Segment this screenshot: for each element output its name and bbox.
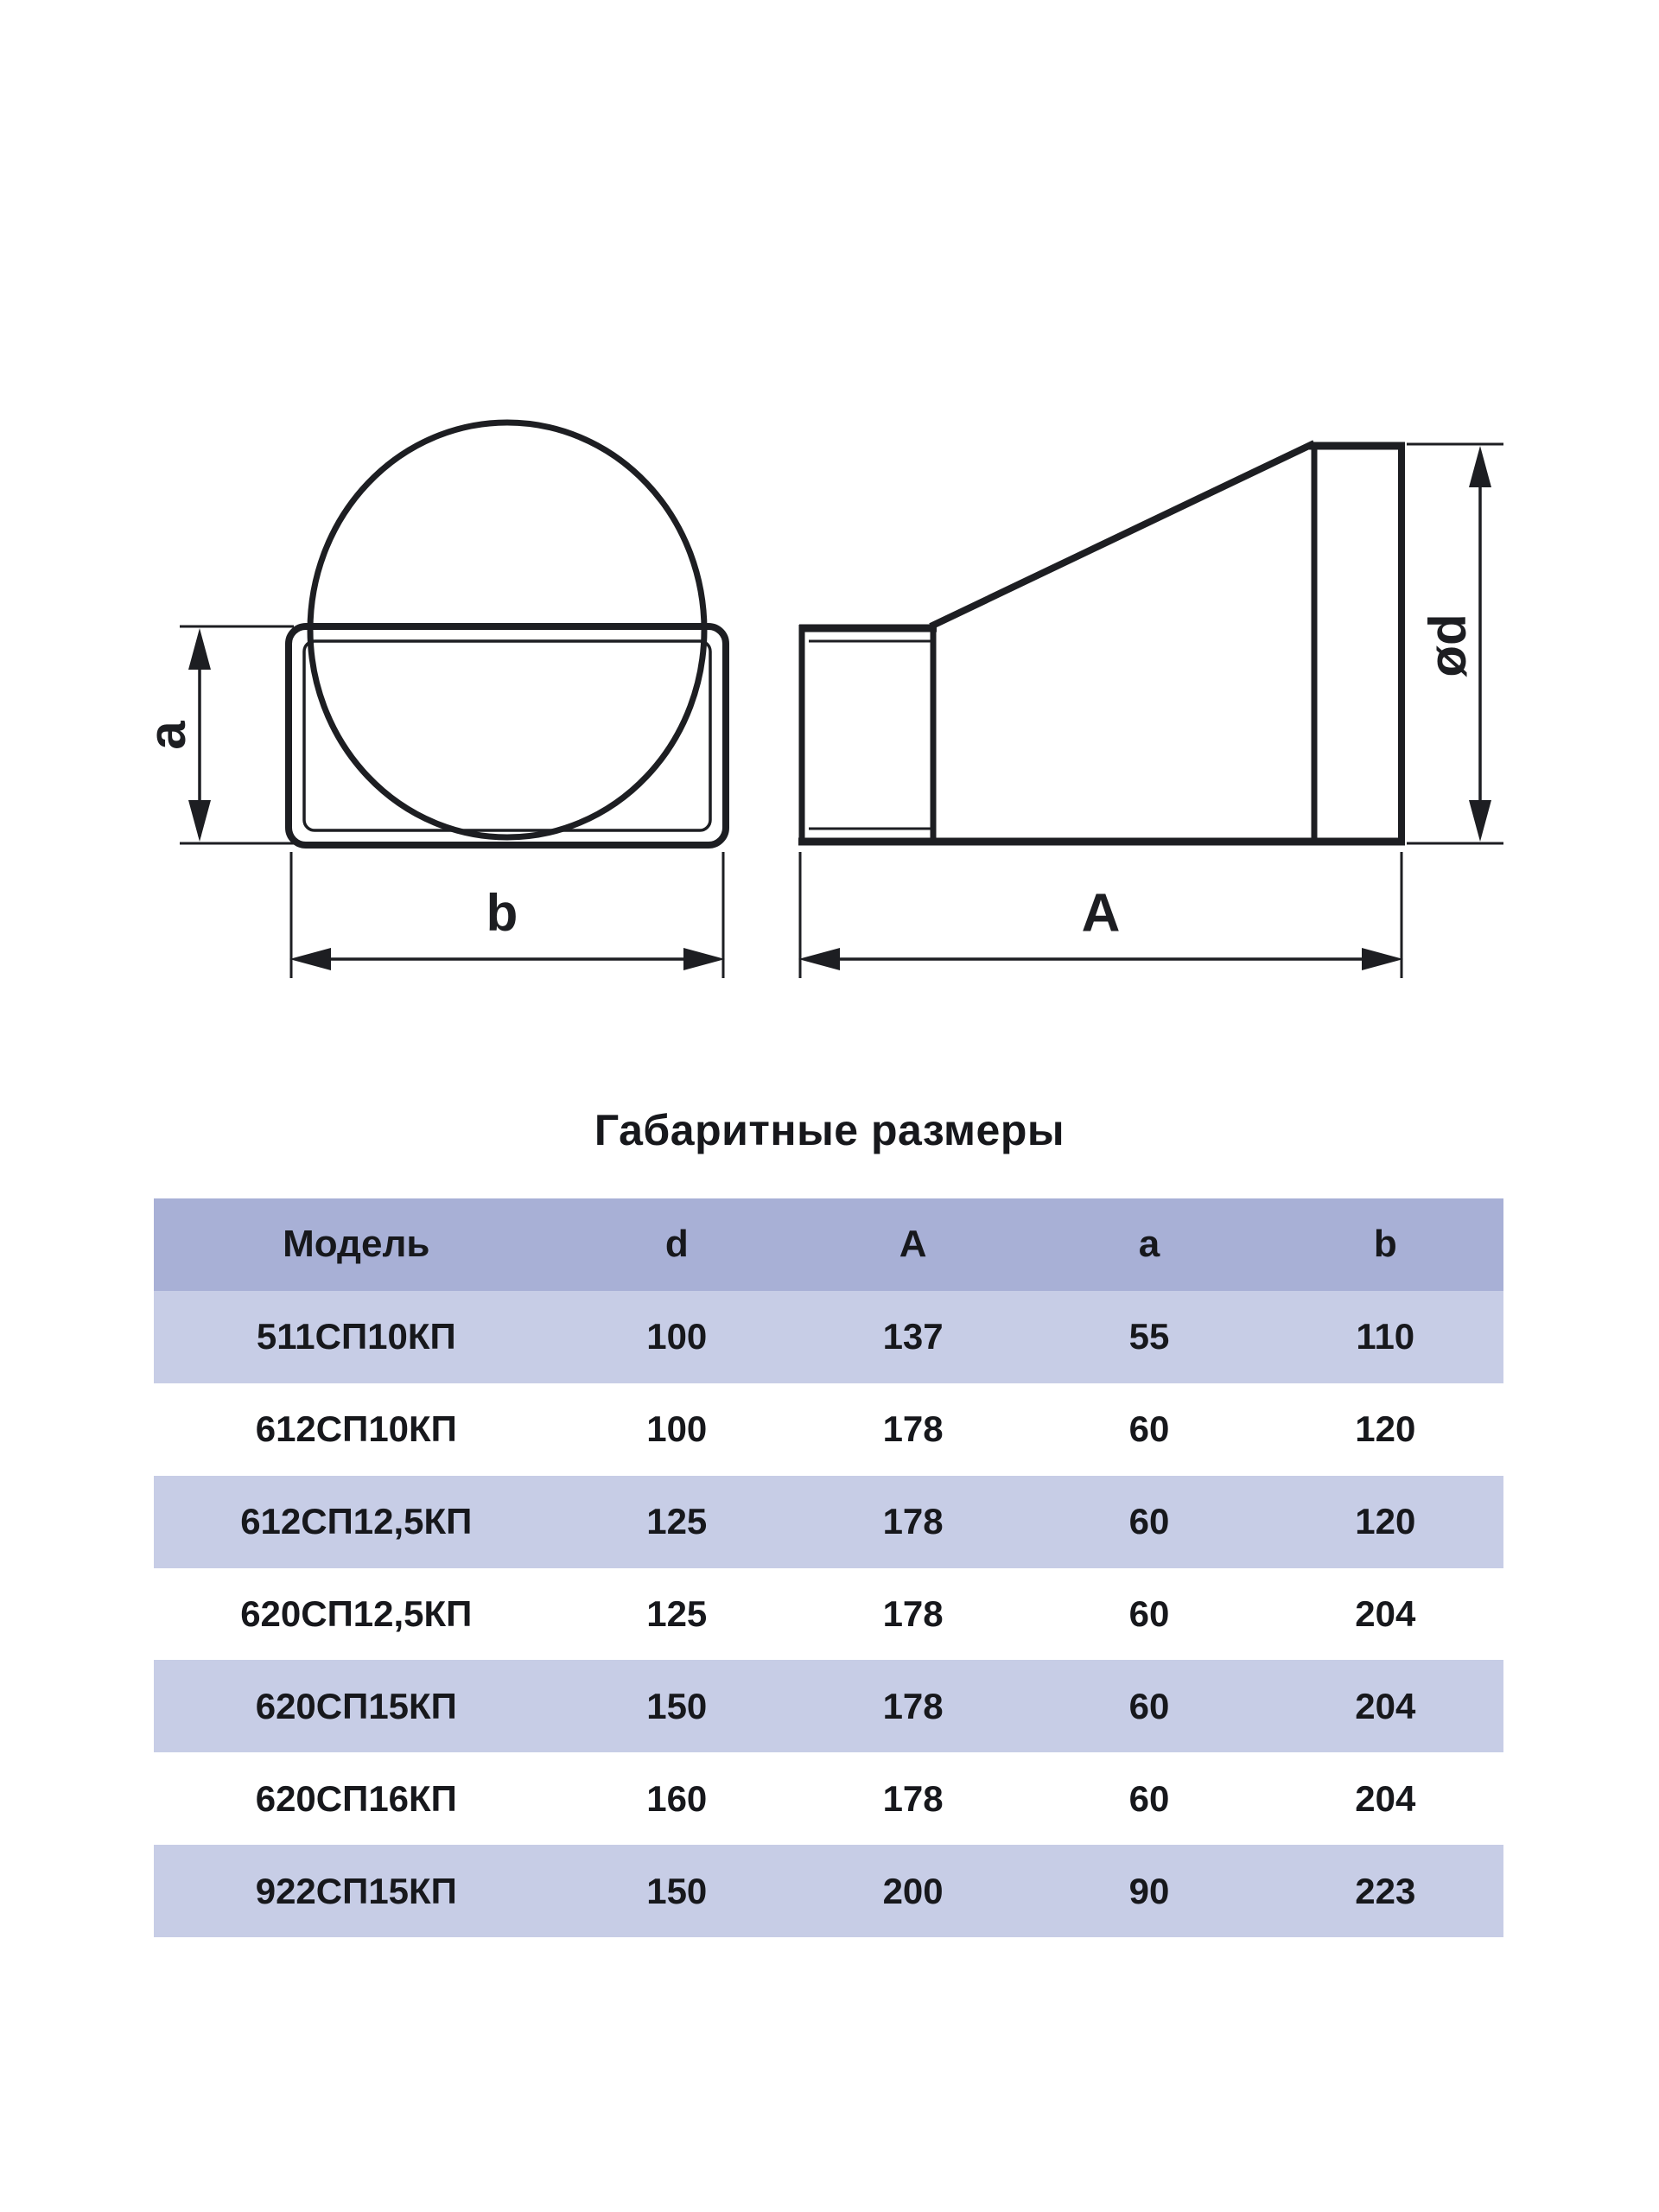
arrowhead-up	[1469, 446, 1491, 487]
table-row	[154, 1752, 1503, 1845]
header-cell-b: b	[1373, 1223, 1397, 1266]
dim-A	[798, 852, 1403, 978]
cell-b: 110	[1356, 1316, 1415, 1357]
header-cell-model: Модель	[283, 1223, 430, 1266]
cell-b: 223	[1355, 1870, 1416, 1911]
cell-model: 612СП12,5КП	[240, 1501, 473, 1542]
header-cell-a: a	[1138, 1223, 1160, 1266]
cell-model: 922СП15КП	[255, 1870, 457, 1911]
table-row	[154, 1476, 1503, 1568]
arrowhead-up	[188, 628, 211, 670]
cell-model: 620СП12,5КП	[240, 1593, 473, 1634]
dim-a-label: a	[138, 721, 196, 750]
table-row	[154, 1383, 1503, 1476]
side-view-drawing	[798, 443, 1405, 845]
cell-b: 204	[1355, 1685, 1416, 1726]
dim-od-label: ød	[1419, 613, 1477, 677]
cell-a: 90	[1128, 1870, 1170, 1911]
cell-d: 125	[646, 1593, 708, 1634]
dim-a	[138, 626, 294, 843]
header-cell-d: d	[664, 1223, 689, 1266]
flat-flange-outer	[289, 626, 726, 845]
table-row	[154, 1660, 1503, 1752]
cell-a: 60	[1128, 1777, 1170, 1819]
table-row	[154, 1291, 1503, 1383]
arrowhead-down	[188, 800, 211, 842]
flat-end-stub	[799, 625, 937, 845]
cell-b: 120	[1355, 1501, 1416, 1542]
cell-b: 204	[1355, 1777, 1416, 1819]
arrowhead-right	[683, 948, 725, 970]
header-cell-A: A	[899, 1223, 927, 1266]
dim-b	[289, 852, 725, 978]
arrowhead-left	[289, 948, 331, 970]
cell-d: 100	[646, 1408, 708, 1450]
cell-A: 178	[882, 1777, 944, 1819]
cell-a: 60	[1128, 1408, 1170, 1450]
page-title: Габаритные размеры	[594, 1106, 1065, 1154]
cell-A: 178	[882, 1685, 944, 1726]
cell-a: 60	[1128, 1501, 1170, 1542]
dim-od	[1407, 444, 1503, 843]
cell-d: 100	[646, 1316, 708, 1357]
dimension-drawing	[0, 0, 1659, 1037]
cell-model: 620СП15КП	[255, 1685, 457, 1726]
dim-b-label: b	[486, 884, 518, 942]
cell-d: 125	[646, 1501, 708, 1542]
cell-model: 620СП16КП	[255, 1777, 457, 1819]
cell-A: 178	[882, 1593, 944, 1634]
cell-a: 60	[1128, 1685, 1170, 1726]
cell-A: 178	[882, 1501, 944, 1542]
cell-b: 120	[1355, 1408, 1416, 1450]
cell-A: 200	[882, 1870, 944, 1911]
arrowhead-right	[1362, 948, 1403, 970]
table-header-row	[154, 1198, 1503, 1291]
table-row	[154, 1568, 1503, 1661]
dimensions-table	[154, 1198, 1503, 1937]
cell-a: 60	[1128, 1593, 1170, 1634]
flat-flange-inner	[304, 641, 710, 830]
cell-b: 204	[1355, 1593, 1416, 1634]
cell-A: 137	[882, 1316, 944, 1357]
cell-d: 150	[646, 1685, 708, 1726]
cell-a: 55	[1128, 1316, 1170, 1357]
dim-A-label: A	[1081, 883, 1121, 944]
cell-d: 150	[646, 1870, 708, 1911]
arrowhead-down	[1469, 800, 1491, 842]
cell-model: 612СП10КП	[255, 1408, 457, 1450]
front-view-drawing	[289, 423, 726, 845]
table-row	[154, 1845, 1503, 1937]
cell-A: 178	[882, 1408, 944, 1450]
cell-d: 160	[646, 1777, 708, 1819]
transition-slant	[931, 443, 1314, 626]
arrowhead-left	[798, 948, 840, 970]
cell-model: 511СП10КП	[256, 1316, 456, 1357]
round-flange	[1309, 443, 1405, 845]
